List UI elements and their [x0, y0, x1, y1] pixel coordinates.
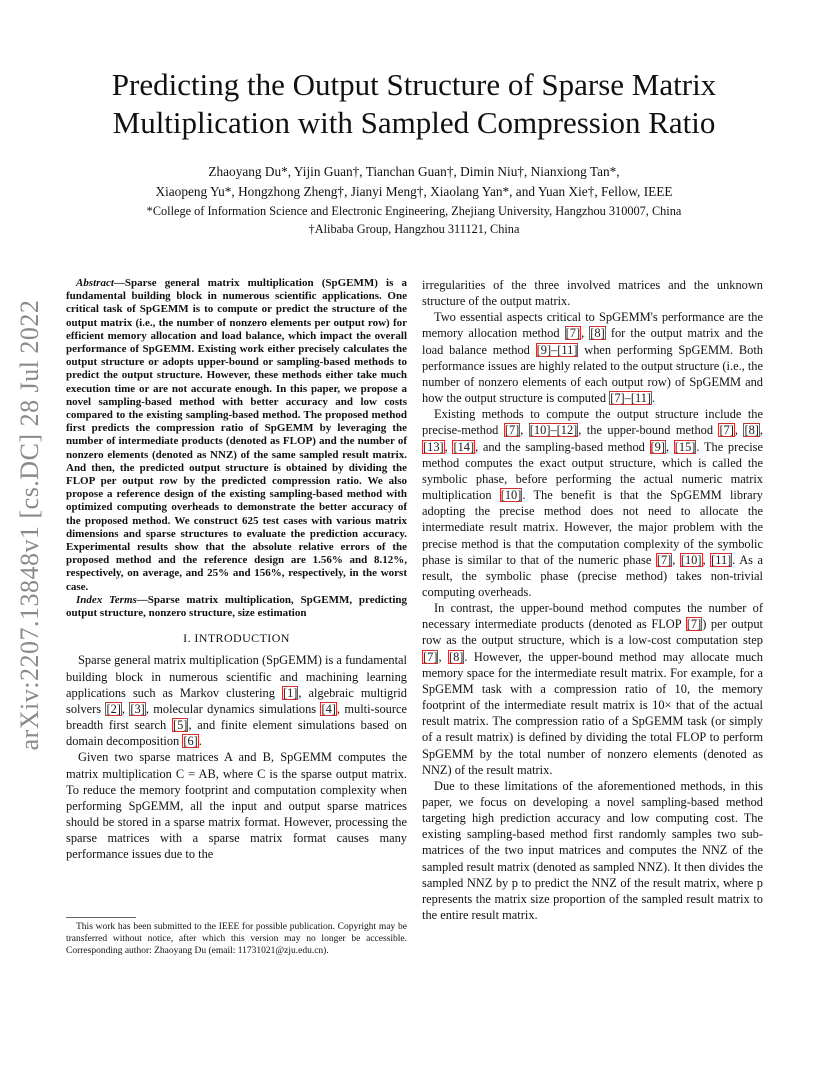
- index-terms-label: Index Terms: [76, 593, 137, 606]
- author-line-1: Zhaoyang Du*, Yijin Guan†, Tianchan Guan†, Dimin Niu†, Nianxiong Tan*,: [208, 164, 620, 179]
- citation-link[interactable]: [4]: [321, 701, 336, 716]
- citation-link[interactable]: [14]: [453, 439, 475, 454]
- citation-link[interactable]: [7]–[11]: [610, 391, 652, 406]
- citation-link[interactable]: [9]: [650, 439, 665, 454]
- citation-link[interactable]: [6]: [183, 734, 198, 749]
- citation-link[interactable]: [7]: [656, 552, 672, 567]
- citation-link[interactable]: [10]: [500, 488, 522, 503]
- abstract: [66, 277, 407, 594]
- citation-link[interactable]: [15]: [674, 439, 696, 454]
- citation-link[interactable]: [7]: [504, 423, 520, 438]
- paper-title: Predicting the Output Structure of Sparse Matrix Multiplication with Sampled Compression Ratio: [111, 67, 717, 140]
- citation-link[interactable]: [13]: [423, 439, 444, 454]
- citation-link[interactable]: [1]: [282, 685, 298, 700]
- arxiv-watermark: arXiv:2207.13848v1 [cs.DC] 28 Jul 2022: [15, 299, 44, 751]
- citation-link[interactable]: [8]: [590, 326, 605, 341]
- paragraph: Two essential aspects critical to SpGEMM's performance are the memory allocation method [7], [8] for the output matrix and the load balance method [9]–[11] when performing SpGEMM. Both performance issues are highly related to the output structure (i.e., the number of nonzero elements of each output row) of SpGEMM and how the output structure is computed [7]–[11].: [422, 310, 763, 406]
- citation-link[interactable]: [7]: [565, 326, 581, 341]
- citation-link[interactable]: [10]: [680, 552, 702, 567]
- citation-link[interactable]: [3]: [130, 701, 145, 716]
- paragraph: irregularities of the three involved matrices and the unknown structure of the output matrix.: [422, 278, 763, 309]
- paragraph: Given two sparse matrices A and B, SpGEMM computes the matrix multiplication C = AB, where C is the sparse output matrix. To reduce the memory footprint and computation complexity when performing SpGEMM, all the input and output sparse matrices should be stored in a sparse matrix format. However, processing the sparse matrices with a sparse matrix format causes many performance issues due to the: [66, 750, 407, 862]
- author-block: [60, 162, 768, 238]
- right-column: [422, 277, 763, 923]
- citation-link[interactable]: [7]: [686, 617, 702, 632]
- footnote: This work has been submitted to the IEEE for possible publication. Copyright may be transferred without notice, after which this version may no longer be accessible. Corresponding author: Zhaoyang Du (email: 11731021@zju.edu.cn).: [66, 922, 407, 956]
- paragraph: In contrast, the upper-bound method computes the number of necessary intermediate products (denoted as FLOP [7]) per output row as the output structure, which is a low-cost computation step [7], [8]. However, the upper-bound method may allocate much memory space for the intermediate result matrix. For example, for a SpGEMM task with a compression ratio of 10, the memory footprint of the intermediate result matrix is 10× that of the actual result matrix. The compression ratio of a SpGEMM task (or simply of a result matrix) is defined by dividing the total FLOP to perform SpGEMM by the total number of nonzero elements (denoted as NNZ) of the result matrix.: [422, 601, 764, 777]
- paragraph: Due to these limitations of the aforementioned methods, in this paper, we focus on developing a novel sampling-based method targeting high prediction accuracy and low computing cost. The existing sampling-based method first randomly samples two sub-matrices of the two input matrices and computes the NNZ of the sampled result matrix (denoted as sampled NNZ). It then divides the sampled NNZ by p to predict the NNZ of the result matrix, where p represents the matrix size proportion of the sampled result matrix to the entire result matrix.: [422, 778, 763, 923]
- citation-link[interactable]: [8]: [744, 423, 759, 438]
- author-line-2: Xiaopeng Yu*, Hongzhong Zheng†, Jianyi Meng†, Xiaolang Yan*, and Yuan Xie†, Fellow, IEEE: [155, 184, 673, 199]
- left-column: [66, 277, 407, 862]
- index-terms-text: —Sparse matrix multiplication, SpGEMM, predicting output structure, nonzero structure, size estimation: [66, 593, 407, 620]
- citation-link[interactable]: [11]: [711, 552, 732, 567]
- abstract-label: Abstract: [76, 277, 114, 289]
- intro-body-left: [66, 652, 407, 862]
- affiliation-2: †Alibaba Group, Hangzhou 311121, China: [308, 222, 520, 236]
- citation-link[interactable]: [9]–[11]: [536, 342, 578, 357]
- affiliation-1: *College of Information Science and Electronic Engineering, Zhejiang University, Hangzhou 310007, China: [146, 204, 682, 218]
- citation-link[interactable]: [5]: [172, 718, 188, 733]
- footnote-rule: [66, 917, 136, 918]
- citation-link[interactable]: [7]: [719, 423, 734, 438]
- paragraph: Existing methods to compute the output structure include the precise-method [7], [10]–[12], the upper-bound method [7], [8], [13], [14], and the sampling-based method [9], [15]. The precise method computes the exact output structure, which is called the symbolic phase, before performing the actual numeric matrix multiplication [10]. The benefit is that the SpGEMM library adopting the precise method does not need to allocate the intermediate result matrix. However, the major problem with the precise method is that the computation complexity of the symbolic phase is similar to that of the numeric phase [7], [10], [11]. As a result, the symbolic phase (precise method) takes non-trivial computing overheads.: [422, 407, 763, 599]
- paragraph: Sparse general matrix multiplication (SpGEMM) is a fundamental building block in numerous scientific and machining learning applications such as Markov clustering [1], algebraic multigrid solvers [2], [3], molecular dynamics simulations [4], multi-source breadth first search [5], and finite element simulations based on domain decomposition [6].: [66, 653, 407, 749]
- abstract-text: —Sparse general matrix multiplication (SpGEMM) is a fundamental building block in numerous scientific applications. One critical task of SpGEMM is to compute or predict the structure of the output matrix (i.e., the number of nonzero elements per output row) for efficient memory allocation and load balance, which impact the overall performance of SpGEMM. Existing work either precisely calculates the output structure or adopts upper-bound or sampling-based methods to predict the output structure. However, these methods either take much execution time or are not accurate enough. In this paper, we propose a novel sampling-based method with better accuracy and low costs compared to the existing sampling-based method. The proposed method first predicts the compression ratio of SpGEMM by leveraging the number of intermediate products (denoted as FLOP) and the number of nonzero elements (denoted as NNZ) of the same sampled result matrix. And then, the predicted output structure is obtained by dividing the FLOP per output row by the predicted compression ratio. We also propose a reference design of the existing sampling-based method with optimized computing overheads to demonstrate the better accuracy of the proposed method. We construct 625 test cases with various matrix dimensions and sparse structures to evaluate the prediction accuracy. Experimental results show that the absolute relative errors of the proposed method and the reference design are 1.56% and 8.12%, respectively, on average, and 25% and 156%, respectively, in the worst case.: [66, 277, 407, 593]
- index-terms: [66, 594, 407, 620]
- citation-link[interactable]: [10]–[12]: [529, 423, 578, 438]
- citation-link[interactable]: [8]: [448, 649, 464, 664]
- citation-link[interactable]: [2]: [106, 701, 121, 716]
- citation-link[interactable]: [7]: [423, 649, 438, 664]
- section-heading: I. INTRODUCTION: [183, 631, 290, 646]
